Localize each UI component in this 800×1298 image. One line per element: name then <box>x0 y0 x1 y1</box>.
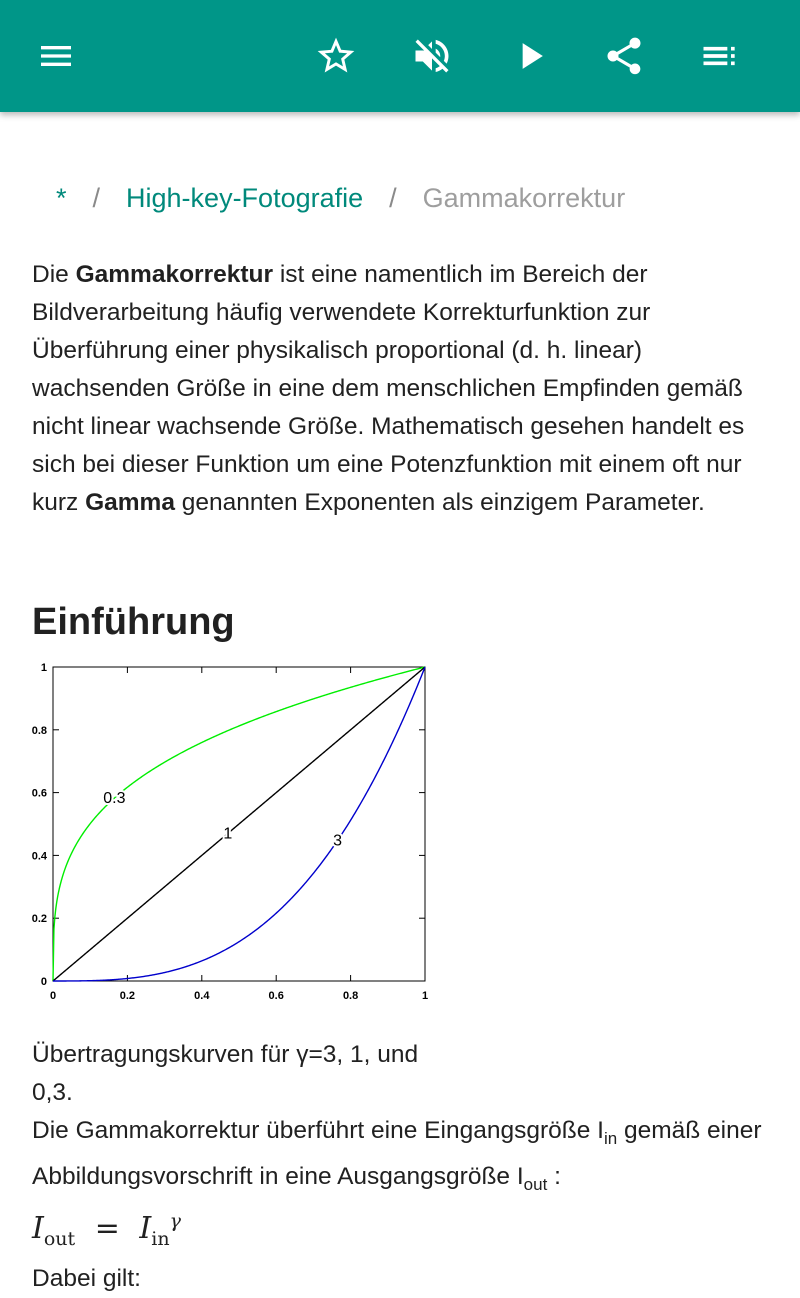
x-tick-label: 0.4 <box>194 990 210 1002</box>
play-icon <box>508 34 552 78</box>
breadcrumb-separator: / <box>92 183 101 213</box>
intro-text: Die <box>32 261 76 288</box>
section-heading: Einführung <box>32 601 235 643</box>
x-tick-label: 0.2 <box>119 990 136 1002</box>
y-tick-label: 1 <box>40 662 47 674</box>
x-tick-label: 0 <box>49 990 57 1002</box>
breadcrumb <box>56 180 625 216</box>
gamma-chart <box>28 660 438 1005</box>
menu-icon <box>36 36 76 76</box>
y-tick-label: 0.4 <box>31 850 47 863</box>
gamma-figure[interactable] <box>28 660 438 1005</box>
breadcrumb-separator: / <box>389 183 397 213</box>
y-tick-label: 0.8 <box>31 724 47 737</box>
play-button[interactable] <box>502 28 558 84</box>
breadcrumb-home-link[interactable]: * <box>56 183 67 213</box>
y-tick-label: 0 <box>40 976 47 988</box>
breadcrumb-current: Gammakorrektur <box>422 183 626 213</box>
favorite-button[interactable] <box>308 28 364 84</box>
intro-term-gammakorrektur: Gammakorrektur <box>75 261 274 288</box>
body-text: gemäß einer Abbildungsvorschrift in eine Ausgangsgröße I <box>32 1117 762 1190</box>
mute-button[interactable] <box>404 28 460 84</box>
formula-exponent: γ <box>169 1210 181 1232</box>
subscript-in: in <box>603 1128 618 1148</box>
list-icon <box>698 34 742 78</box>
series-label-gamma-1: 1 <box>223 825 233 843</box>
series-label-gamma-3: 3 <box>333 832 343 850</box>
volume-off-icon <box>410 34 454 78</box>
intro-text: ist eine namentlich im Bereich der Bildverarbeitung häufig verwendete Korrekturfunktion zur Überführung einer physikalisch proportional (d. h. linear) wachsenden Größe in eine dem menschlichen Empfinden gemäß nicht linear wachsende Größe. Mathematisch gesehen handelt es sich bei dieser Funktion um eine Potenzfunktion mit einem oft nur kurz <box>32 261 745 516</box>
figure-caption: Übertragungskurven für γ=3, 1, und 0,3. <box>32 1041 419 1106</box>
intro-text: genannten Exponenten als einzigem Parameter. <box>174 489 705 516</box>
intro-paragraph <box>32 256 772 522</box>
share-button[interactable] <box>596 28 652 84</box>
y-tick-label: 0.6 <box>31 787 47 800</box>
body-text: Die Gammakorrektur überführt eine Eingangsgröße I <box>32 1117 604 1144</box>
formula-variable: I <box>139 1211 152 1246</box>
star-outline-icon <box>314 34 358 78</box>
x-tick-label: 0.6 <box>268 990 284 1002</box>
y-tick-label: 0.2 <box>31 913 47 926</box>
series-line-gamma-1 <box>53 667 425 981</box>
body-text: : <box>547 1162 561 1190</box>
formula-equals: = <box>94 1211 120 1246</box>
formula-subscript-in: in <box>151 1228 170 1250</box>
toc-button[interactable] <box>692 28 748 84</box>
formula-subscript-out: out <box>43 1228 76 1250</box>
x-tick-label: 0.8 <box>342 990 359 1002</box>
app-toolbar <box>0 0 800 112</box>
series-label-gamma-0-3: 0.3 <box>103 790 126 808</box>
article-content <box>0 112 800 1292</box>
subscript-out: out <box>523 1174 548 1194</box>
share-icon <box>602 34 646 78</box>
intro-term-gamma: Gamma <box>85 489 175 516</box>
breadcrumb-parent-link[interactable]: High-key-Fotografie <box>126 183 364 213</box>
after-formula-text: Dabei gilt: <box>32 1265 141 1292</box>
menu-button[interactable] <box>28 28 84 84</box>
x-tick-label: 1 <box>421 990 429 1002</box>
formula-variable: I <box>32 1211 44 1246</box>
gamma-formula <box>32 1210 181 1250</box>
body-paragraph <box>32 1112 772 1204</box>
